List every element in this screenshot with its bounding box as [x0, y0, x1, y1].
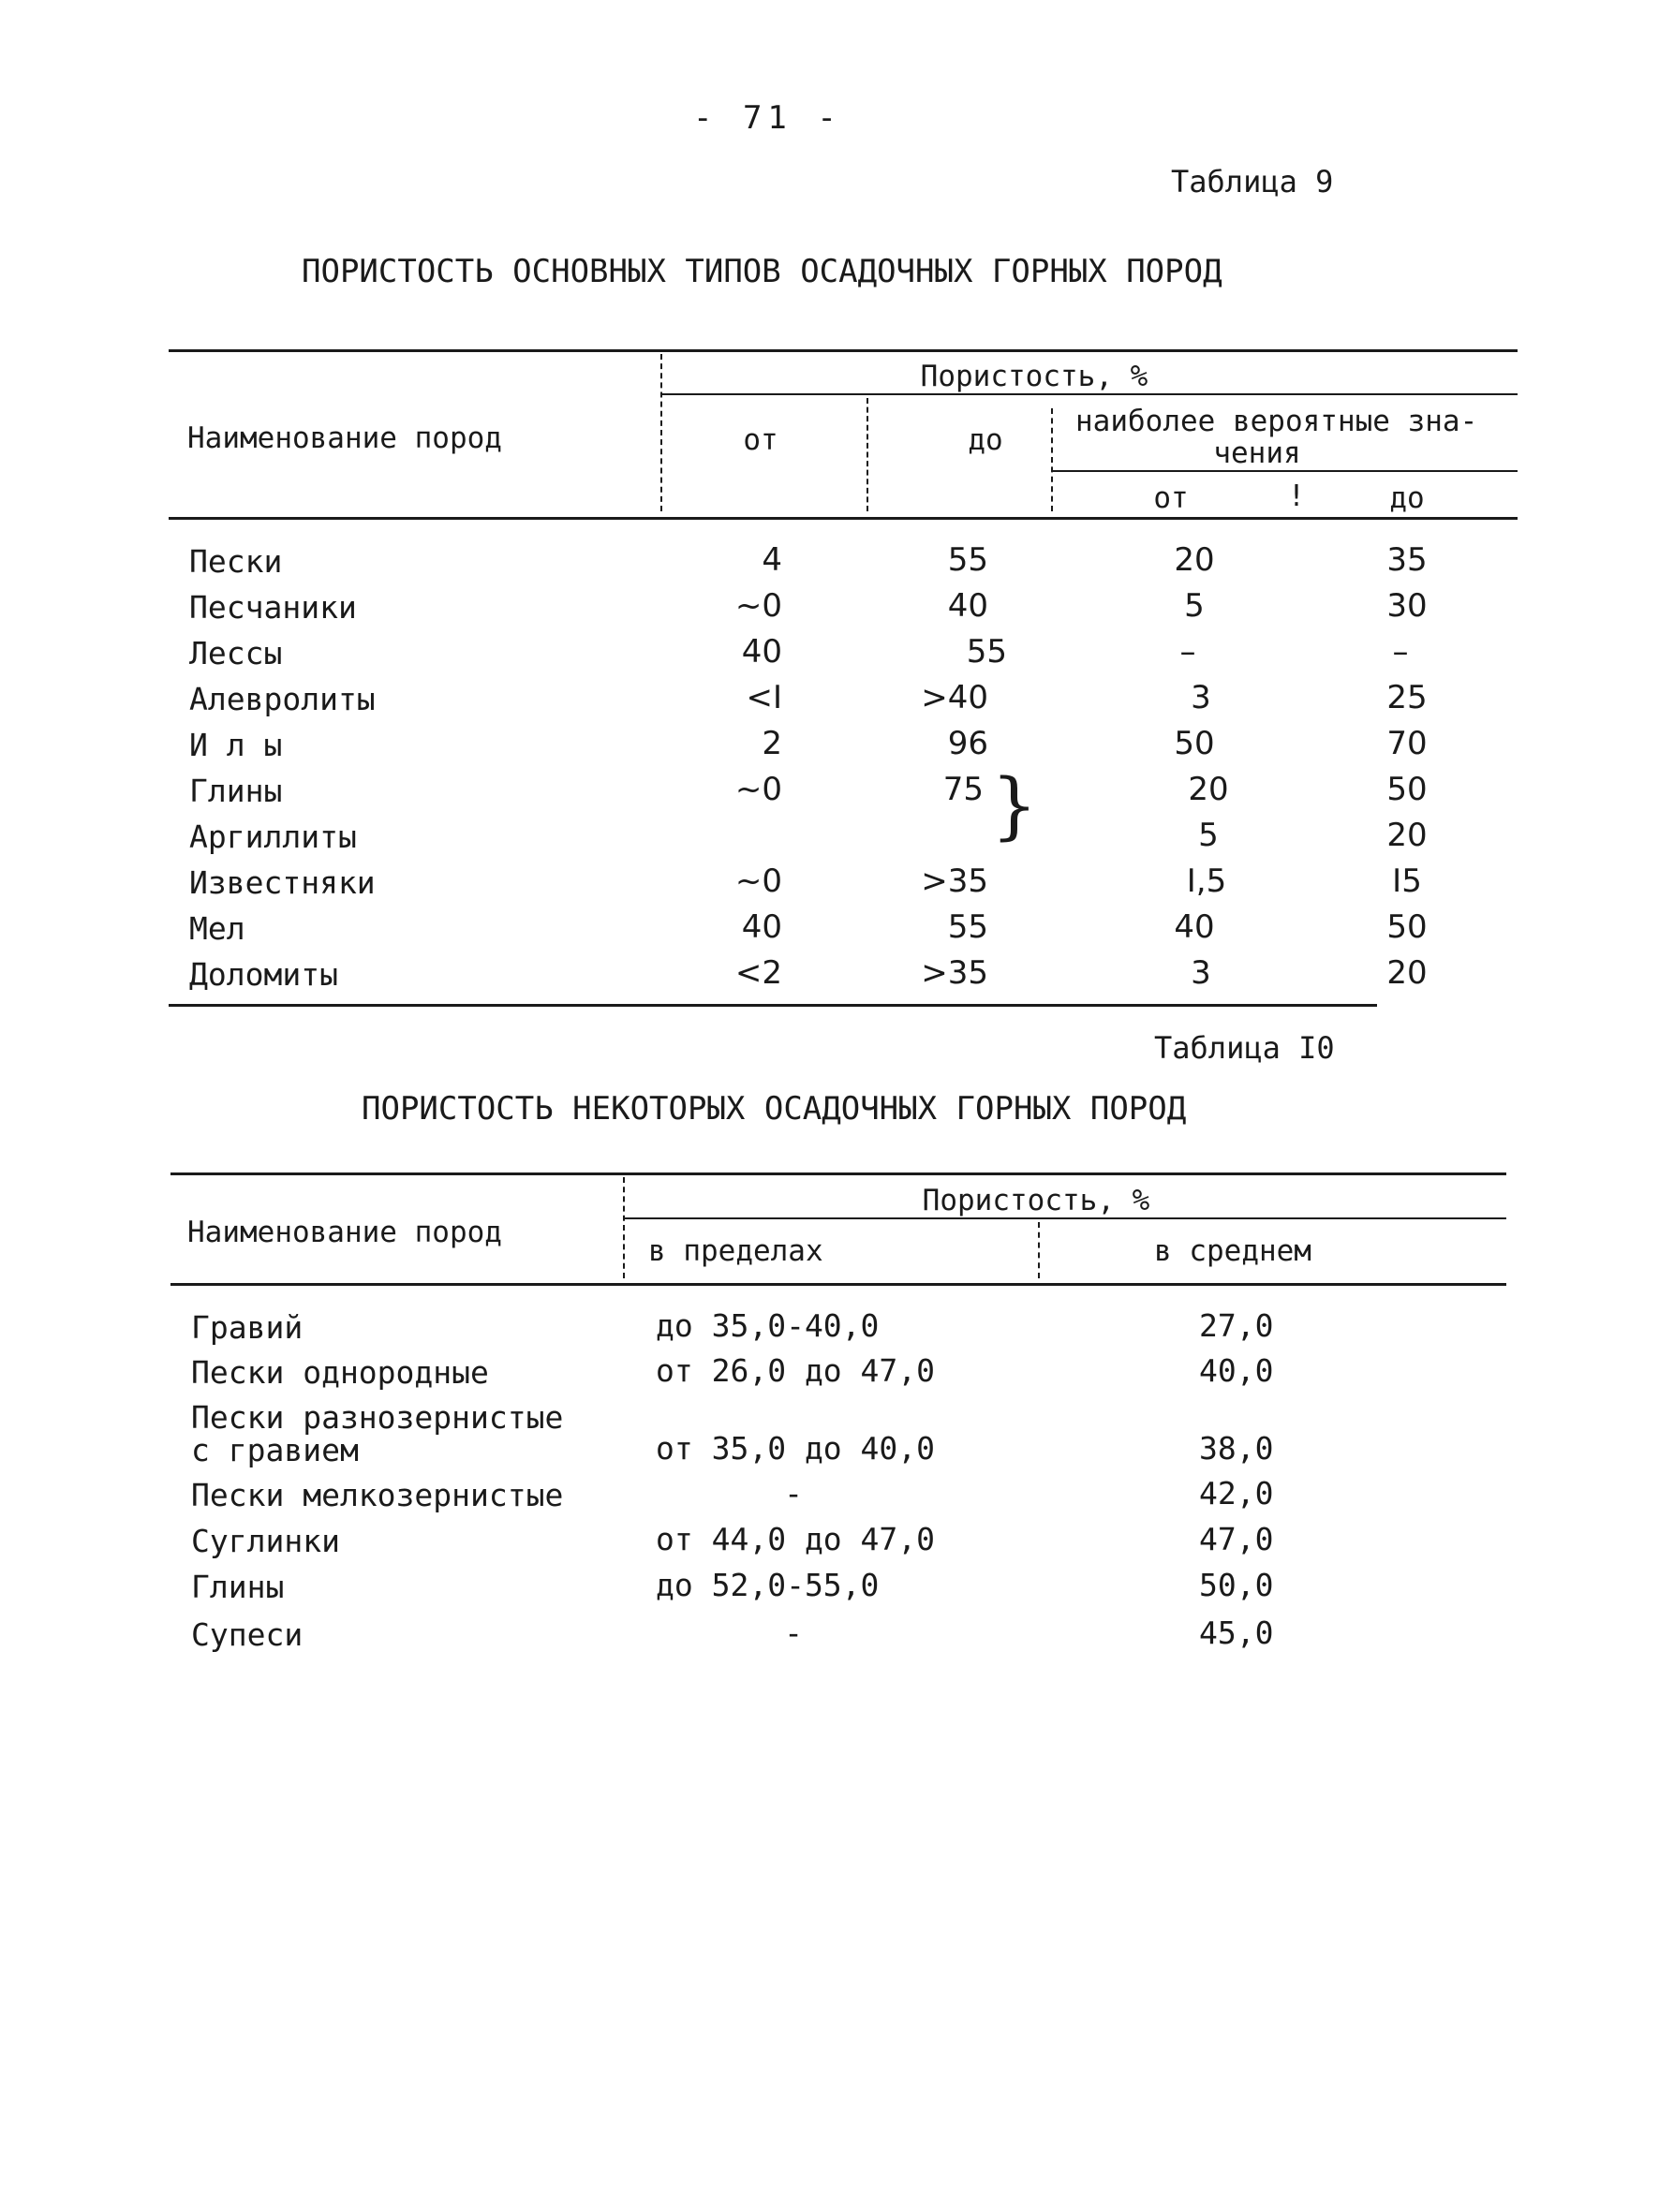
table9-probable-rule	[1051, 470, 1518, 472]
table10-row-average: 40,0	[1199, 1352, 1274, 1389]
table10-row-name: Суглинки	[191, 1523, 340, 1559]
table10-row-name: Гравий	[191, 1309, 304, 1346]
table10-row-name: Пески однородные	[191, 1354, 489, 1391]
table9-row-prob-to: 20	[1386, 954, 1428, 992]
table9-row-to: 75	[942, 771, 984, 808]
table9-row-from: <2	[734, 954, 782, 992]
table9-row-name: Лессы	[189, 635, 283, 671]
table10-top-rule	[170, 1172, 1506, 1175]
table9-row-prob-to: 30	[1386, 587, 1428, 625]
table9-row-prob-from: 40	[1174, 908, 1215, 946]
table10-header-range: в пределах	[648, 1234, 823, 1268]
table9-row-name: Известняки	[189, 864, 376, 901]
table9-row-from: 4	[762, 541, 782, 579]
table9-row-prob-to: 25	[1386, 679, 1428, 716]
table9-row-prob-to: 35	[1386, 541, 1428, 579]
table9-row-to: 55	[966, 633, 1007, 671]
table9-row-prob-from: I,5	[1186, 863, 1227, 900]
table9-row-name: Пески	[189, 543, 283, 580]
table10-row-average: 45,0	[1199, 1615, 1274, 1651]
table10-header-average: в среднем	[1154, 1234, 1311, 1268]
table9-divider-to	[1051, 408, 1053, 511]
table10-row-name: Глины	[191, 1569, 285, 1605]
table9-divider-from	[867, 398, 868, 511]
table10-row-name: Пески мелкозернистые	[191, 1477, 564, 1513]
table9-header-to: до	[968, 423, 1003, 457]
table9-row-to: 96	[947, 725, 988, 762]
table9-row-to: 40	[947, 587, 988, 625]
table10-header-name: Наименование пород	[187, 1216, 502, 1249]
table10-header-rule	[170, 1283, 1506, 1286]
table9-header-porosity: Пористость, %	[920, 360, 1148, 393]
table9-row-from: 2	[762, 725, 782, 762]
table9-header-prob-to: до	[1389, 481, 1425, 515]
table10-row-range: до 52,0-55,0	[656, 1567, 880, 1603]
table9-porosity-rule	[660, 393, 1518, 395]
table9-row-prob-to: I5	[1392, 863, 1422, 900]
table10-row-average: 47,0	[1199, 1521, 1274, 1557]
table9-row-name: Песчаники	[189, 589, 357, 626]
table9-row-to: 55	[947, 908, 988, 946]
table10-row-range: -	[784, 1615, 803, 1651]
table9-row-name: Алевролиты	[189, 681, 376, 717]
table10-row-average: 38,0	[1199, 1430, 1274, 1467]
table10-header-porosity: Пористость, %	[922, 1184, 1150, 1217]
table9-row-name: Мел	[189, 910, 245, 947]
table9-header-probable: наиболее вероятные зна-	[1075, 405, 1478, 438]
table9-row-prob-from: 50	[1174, 725, 1215, 762]
table10-row-name: Пески разнозернистые	[191, 1399, 564, 1436]
table10-row-average: 27,0	[1199, 1307, 1274, 1344]
table9-divider-name	[660, 354, 662, 511]
table9-row-prob-to: 50	[1386, 771, 1428, 808]
table9-row-prob-from: 3	[1191, 679, 1211, 716]
table9-top-rule	[169, 349, 1518, 352]
table9-header-name: Наименование пород	[187, 421, 502, 455]
table9-row-name: Доломиты	[189, 956, 338, 993]
table10-porosity-rule	[623, 1217, 1506, 1219]
table9-row-name: Глины	[189, 773, 283, 809]
table9-row-prob-from: 5	[1198, 817, 1219, 854]
table10-label: Таблица I0	[1154, 1030, 1335, 1066]
table10-row-name: Супеси	[191, 1616, 304, 1653]
table9-row-name: Аргиллиты	[189, 818, 357, 855]
table9-header-prob-sep: !	[1287, 479, 1306, 513]
table9-row-prob-from: 5	[1184, 587, 1205, 625]
table9-row-from: ~0	[734, 863, 782, 900]
table9-row-to: >35	[921, 954, 988, 992]
table10-row-range: до 35,0-40,0	[656, 1307, 880, 1344]
table9-row-name: И л ы	[189, 727, 283, 763]
table9-row-prob-from: 20	[1174, 541, 1215, 579]
table10-title: ПОРИСТОСТЬ НЕКОТОРЫХ ОСАДОЧНЫХ ГОРНЫХ ПОРОД	[362, 1090, 1187, 1128]
table10-row-average: 50,0	[1199, 1567, 1274, 1603]
table9-row-to: 55	[947, 541, 988, 579]
table9-header-from: от	[743, 423, 778, 457]
table9-row-prob-to: –	[1392, 633, 1409, 671]
table9-row-prob-from: –	[1179, 633, 1196, 671]
table10-row-average: 42,0	[1199, 1475, 1274, 1512]
table9-row-from: ~0	[734, 587, 782, 625]
table9-row-prob-from: 20	[1188, 771, 1229, 808]
table9-row-to: >40	[921, 679, 988, 716]
table10-divider-name	[623, 1177, 625, 1278]
table9-row-prob-from: 3	[1191, 954, 1211, 992]
table9-row-prob-to: 20	[1386, 817, 1428, 854]
table9-bottom-rule	[169, 1004, 1377, 1007]
table9-header-prob-from: от	[1153, 481, 1189, 515]
table10-row-name-cont: с гравием	[191, 1432, 359, 1468]
table9-label: Таблица 9	[1171, 164, 1334, 199]
table10-row-range: от 26,0 до 47,0	[656, 1352, 936, 1389]
table10-row-range: от 44,0 до 47,0	[656, 1521, 936, 1557]
table10-row-range: от 35,0 до 40,0	[656, 1430, 936, 1467]
table9-row-from: 40	[741, 633, 782, 671]
table9-row-from: 40	[741, 908, 782, 946]
table9-row-to: >35	[921, 863, 988, 900]
page-number: - 71 -	[693, 99, 842, 137]
table9-row-from: ~0	[734, 771, 782, 808]
table9-row-from: <I	[746, 679, 782, 716]
table9-title: ПОРИСТОСТЬ ОСНОВНЫХ ТИПОВ ОСАДОЧНЫХ ГОРНЫХ ПОРОД	[302, 253, 1222, 290]
table9-row-prob-to: 50	[1386, 908, 1428, 946]
grouping-brace-icon: }	[991, 764, 1038, 848]
table9-row-prob-to: 70	[1386, 725, 1428, 762]
table9-header-probable-cont: чения	[1213, 436, 1301, 470]
table9-header-rule	[169, 517, 1518, 520]
table10-divider-range	[1038, 1222, 1040, 1278]
table10-row-range: -	[784, 1475, 803, 1512]
